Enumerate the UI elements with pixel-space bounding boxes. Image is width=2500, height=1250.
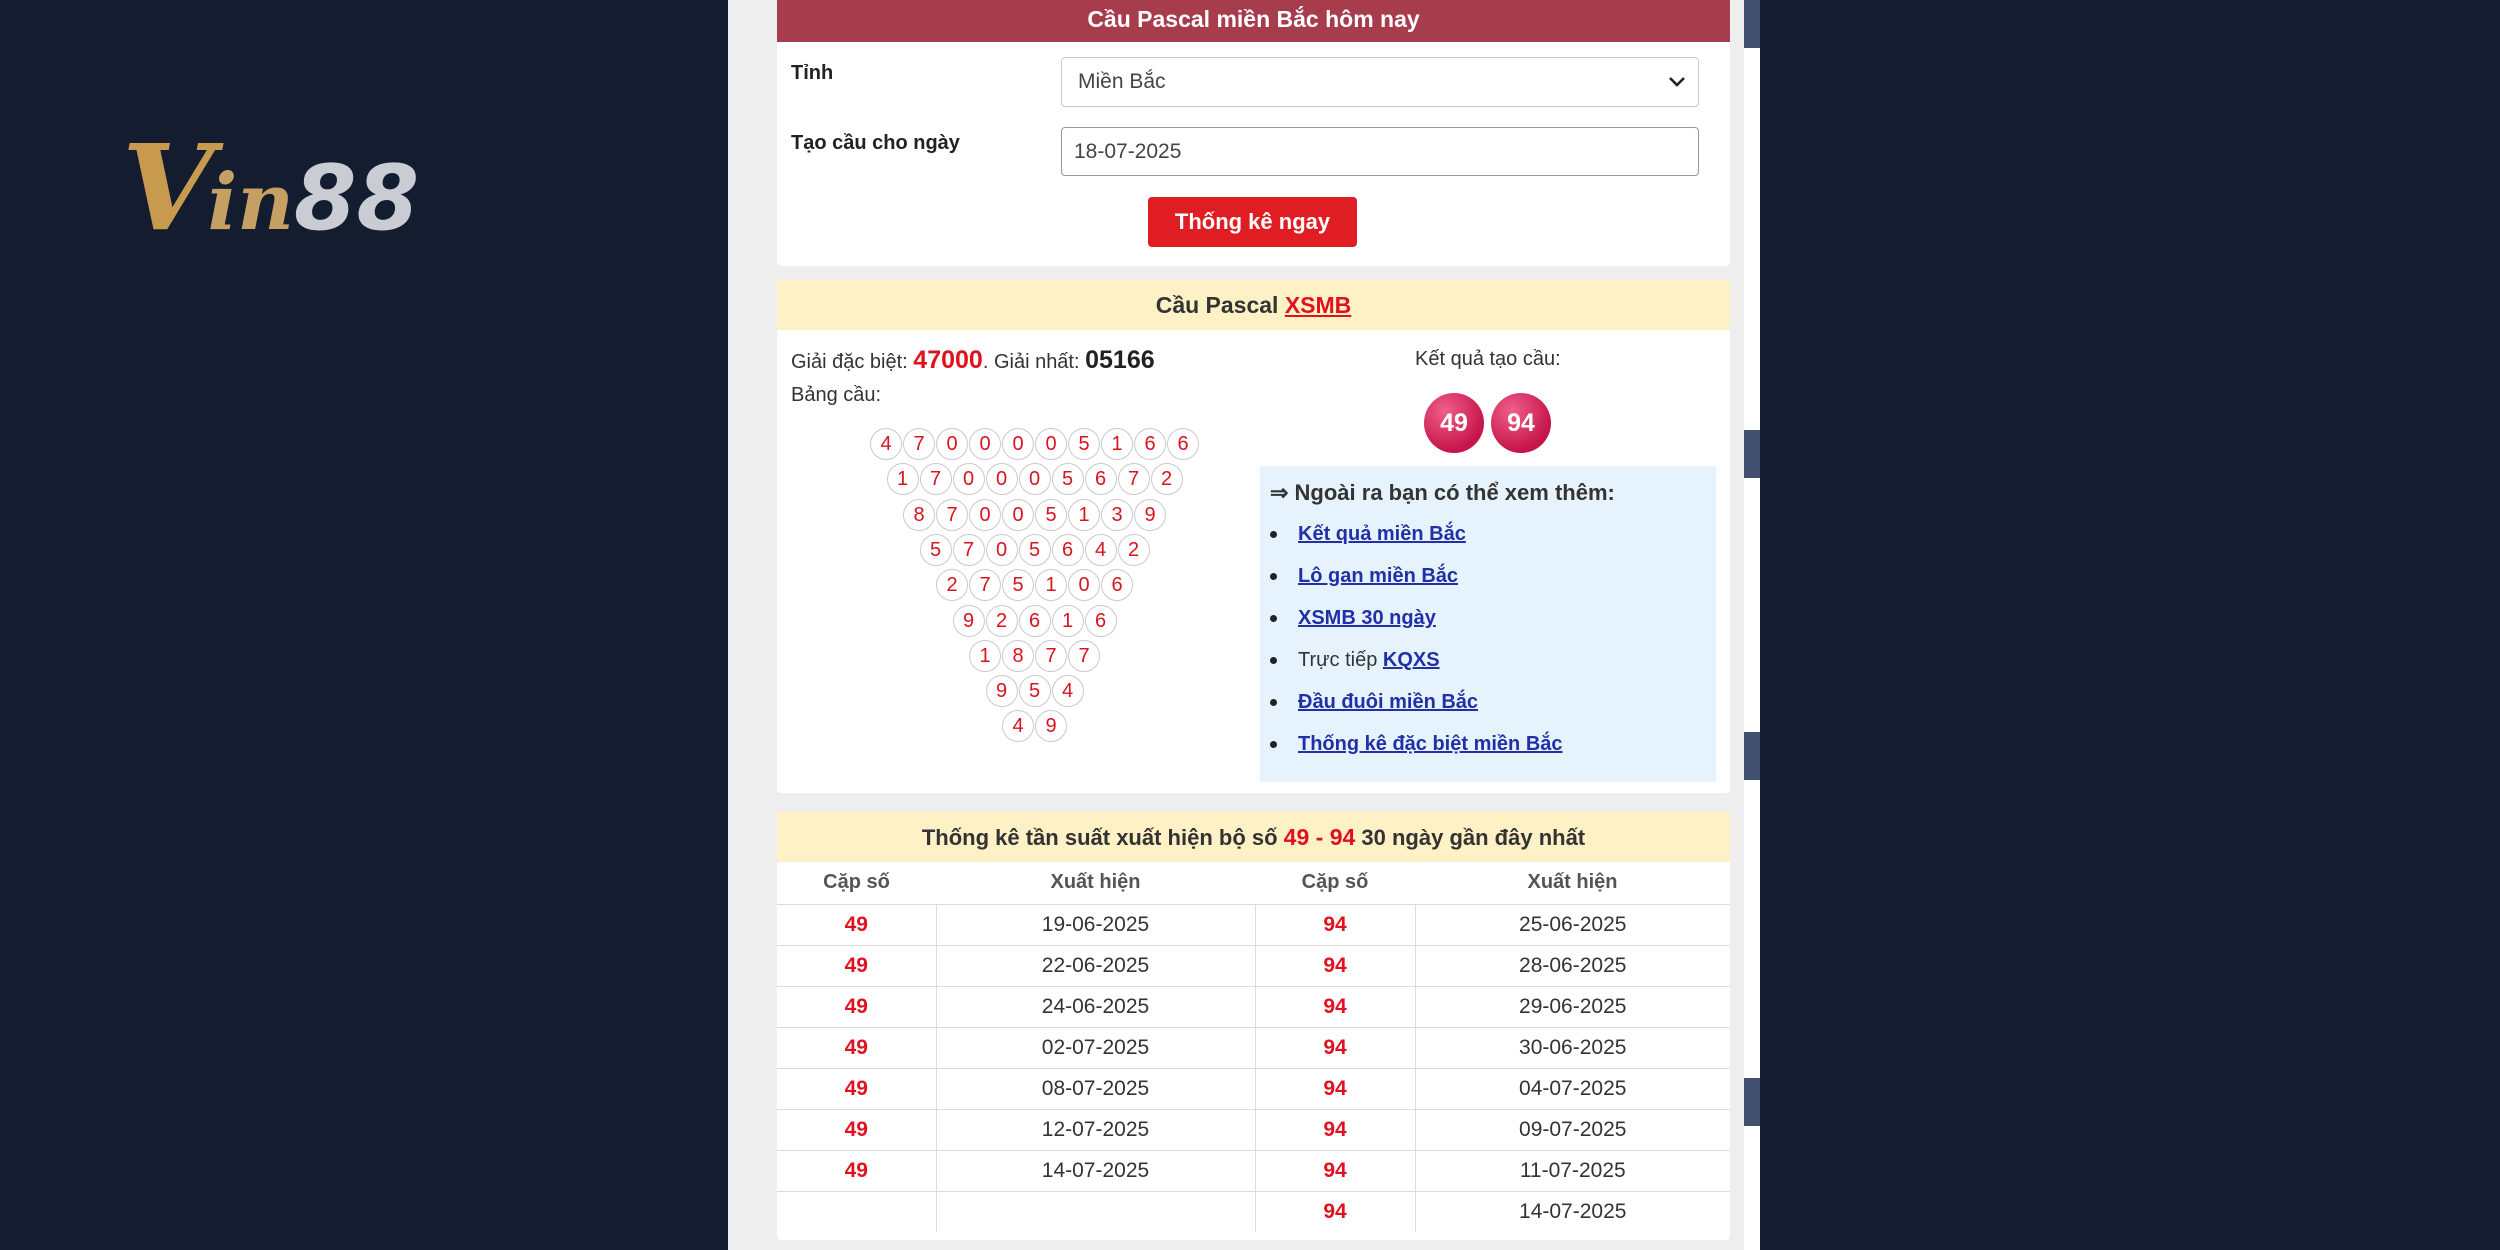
link-dau-duoi-mien-bac[interactable]: Đầu đuôi miền Bắc xyxy=(1298,691,1479,713)
list-item xyxy=(1270,606,1563,648)
pair-cell: 94 xyxy=(1255,904,1415,945)
province-label: Tỉnh xyxy=(791,62,834,84)
list-item xyxy=(1270,522,1563,564)
list-item xyxy=(1270,732,1563,774)
frequency-title-prefix: Thống kê tần suất xuất hiện bộ số xyxy=(921,825,1278,850)
pascal-digit: 6 xyxy=(1167,428,1199,460)
pascal-table-label: Bảng cầu: xyxy=(791,384,882,406)
date-cell: 12-07-2025 xyxy=(936,1109,1255,1150)
frequency-title-pair: 49 - 94 xyxy=(1283,824,1356,850)
pascal-digit: 1 xyxy=(1035,569,1067,601)
first-prize-value: 05166 xyxy=(1085,346,1155,374)
pascal-digit: 5 xyxy=(1068,428,1100,460)
date-cell: 19-06-2025 xyxy=(936,904,1255,945)
pascal-digit: 1 xyxy=(969,640,1001,672)
pascal-digit: 9 xyxy=(1134,499,1166,531)
date-cell: 30-06-2025 xyxy=(1415,1027,1730,1068)
link-xsmb-30-ngay[interactable]: XSMB 30 ngày xyxy=(1298,607,1436,629)
pascal-digit: 5 xyxy=(1002,569,1034,601)
pascal-digit: 7 xyxy=(1035,640,1067,672)
content-column xyxy=(728,0,1748,1250)
pascal-digit: 7 xyxy=(1118,463,1150,495)
date-cell: 24-06-2025 xyxy=(936,986,1255,1027)
pair-cell: 49 xyxy=(777,904,936,945)
pascal-row xyxy=(936,569,1133,601)
pascal-digit: 5 xyxy=(1052,463,1084,495)
pascal-row xyxy=(903,499,1166,531)
date-input[interactable]: 18-07-2025 xyxy=(1061,127,1699,176)
date-label: Tạo cầu cho ngày xyxy=(791,132,960,154)
pascal-digit: 2 xyxy=(1151,463,1183,495)
pascal-digit: 6 xyxy=(1085,605,1117,637)
date-cell: 11-07-2025 xyxy=(1415,1150,1730,1191)
pascal-row xyxy=(887,463,1183,495)
truc-tiep-text: Trực tiếp xyxy=(1298,649,1383,671)
pascal-digit: 5 xyxy=(1019,675,1051,707)
pair-cell: 49 xyxy=(777,986,936,1027)
pascal-digit: 1 xyxy=(1068,499,1100,531)
pascal-row xyxy=(920,534,1150,566)
link-thong-ke-dac-biet[interactable]: Thống kê đặc biệt miền Bắc xyxy=(1298,733,1563,755)
pair-cell: 49 xyxy=(777,1150,936,1191)
sidebar-edge xyxy=(1744,0,1760,1250)
pair-cell: 49 xyxy=(777,1109,936,1150)
special-prize-label: Giải đặc biệt: xyxy=(791,351,908,373)
pascal-digit: 4 xyxy=(870,428,902,460)
pascal-digit: 1 xyxy=(1052,605,1084,637)
date-cell: 08-07-2025 xyxy=(936,1068,1255,1109)
pascal-digit: 0 xyxy=(1002,428,1034,460)
pascal-digit: 1 xyxy=(1101,428,1133,460)
submit-button[interactable]: Thống kê ngay xyxy=(1148,197,1357,247)
date-cell xyxy=(936,1191,1255,1232)
pascal-digit: 6 xyxy=(1019,605,1051,637)
sidebar-block xyxy=(1744,732,1760,780)
pascal-digit: 0 xyxy=(953,463,985,495)
pair-cell: 94 xyxy=(1255,1109,1415,1150)
pascal-digit: 2 xyxy=(936,569,968,601)
pascal-digit: 7 xyxy=(969,569,1001,601)
column-header: Cặp số xyxy=(1301,871,1369,894)
logo-letter-v: V xyxy=(122,118,208,257)
table-row xyxy=(777,1068,1730,1109)
pascal-digit: 6 xyxy=(1052,534,1084,566)
prize-line xyxy=(791,346,1155,375)
sidebar-block xyxy=(1744,0,1760,48)
pascal-digit: 7 xyxy=(903,428,935,460)
table-row xyxy=(777,945,1730,986)
pair-cell xyxy=(777,1191,936,1232)
pair-cell: 94 xyxy=(1255,1068,1415,1109)
pascal-result-card xyxy=(777,280,1730,793)
link-lo-gan-mien-bac[interactable]: Lô gan miền Bắc xyxy=(1298,565,1459,587)
pair-cell: 49 xyxy=(777,1068,936,1109)
form-title: Cầu Pascal miền Bắc hôm nay xyxy=(777,0,1730,42)
pascal-digit: 4 xyxy=(1052,675,1084,707)
pair-cell: 94 xyxy=(1255,1191,1415,1232)
pair-cell: 94 xyxy=(1255,1027,1415,1068)
pascal-row xyxy=(1002,710,1067,742)
table-header-row xyxy=(777,862,1730,904)
logo-letters-in: in xyxy=(207,157,294,248)
pascal-digit: 7 xyxy=(953,534,985,566)
pair-cell: 94 xyxy=(1255,945,1415,986)
column-header: Xuất hiện xyxy=(1050,871,1141,894)
pascal-digit: 6 xyxy=(1085,463,1117,495)
date-cell: 25-06-2025 xyxy=(1415,904,1730,945)
xsmb-link[interactable]: XSMB xyxy=(1284,292,1352,318)
pascal-digit: 7 xyxy=(936,499,968,531)
link-ket-qua-mien-bac[interactable]: Kết quả miền Bắc xyxy=(1298,523,1466,545)
pascal-digit: 5 xyxy=(920,534,952,566)
table-row xyxy=(777,986,1730,1027)
pascal-digit: 9 xyxy=(986,675,1018,707)
see-more-box xyxy=(1260,466,1716,782)
table-row xyxy=(777,1027,1730,1068)
pascal-digit: 9 xyxy=(1035,710,1067,742)
pascal-digit: 0 xyxy=(1035,428,1067,460)
pascal-digit: 0 xyxy=(1002,499,1034,531)
pair-cell: 94 xyxy=(1255,1150,1415,1191)
first-prize-label: . Giải nhất: xyxy=(982,351,1080,373)
pascal-digit: 0 xyxy=(969,499,1001,531)
link-kqxs[interactable]: KQXS xyxy=(1382,649,1440,671)
pascal-digit: 0 xyxy=(1019,463,1051,495)
date-cell: 29-06-2025 xyxy=(1415,986,1730,1027)
pascal-digit: 7 xyxy=(920,463,952,495)
vin88-logo[interactable] xyxy=(122,118,482,257)
pascal-digit: 7 xyxy=(1068,640,1100,672)
pascal-form-card xyxy=(777,0,1730,266)
pascal-digit: 8 xyxy=(1002,640,1034,672)
pascal-digit: 0 xyxy=(986,463,1018,495)
list-item xyxy=(1270,564,1563,606)
logo-number-88: 88 xyxy=(293,146,420,251)
date-cell: 04-07-2025 xyxy=(1415,1068,1730,1109)
column-header: Xuất hiện xyxy=(1527,871,1618,894)
pascal-digit: 8 xyxy=(903,499,935,531)
date-cell: 14-07-2025 xyxy=(936,1150,1255,1191)
date-cell: 28-06-2025 xyxy=(1415,945,1730,986)
pascal-title xyxy=(777,280,1730,330)
frequency-title-suffix: 30 ngày gần đây nhất xyxy=(1361,825,1586,850)
date-cell: 14-07-2025 xyxy=(1415,1191,1730,1232)
pascal-row xyxy=(953,605,1117,637)
pascal-digit: 4 xyxy=(1085,534,1117,566)
column-header: Cặp số xyxy=(823,871,890,894)
pascal-digit: 2 xyxy=(986,605,1018,637)
sidebar-block xyxy=(1744,430,1760,478)
result-ball: 94 xyxy=(1491,393,1551,453)
pascal-title-prefix: Cầu Pascal xyxy=(1155,292,1279,318)
pascal-digit: 1 xyxy=(887,463,919,495)
list-item xyxy=(1270,648,1563,690)
table-row xyxy=(777,1191,1730,1232)
pascal-digit: 2 xyxy=(1118,534,1150,566)
pascal-row xyxy=(870,428,1199,460)
pair-cell: 49 xyxy=(777,1027,936,1068)
date-cell: 22-06-2025 xyxy=(936,945,1255,986)
sidebar-block xyxy=(1744,1078,1760,1126)
pascal-digit: 6 xyxy=(1134,428,1166,460)
pascal-digit: 5 xyxy=(1019,534,1051,566)
pascal-digit: 0 xyxy=(1068,569,1100,601)
chevron-down-icon xyxy=(1668,58,1686,124)
pascal-digit: 0 xyxy=(969,428,1001,460)
table-row xyxy=(777,1109,1730,1150)
pair-cell: 49 xyxy=(777,945,936,986)
special-prize-value: 47000 xyxy=(913,346,983,374)
frequency-title xyxy=(777,812,1730,862)
pair-cell: 94 xyxy=(1255,986,1415,1027)
pascal-digit: 3 xyxy=(1101,499,1133,531)
result-label: Kết quả tạo cầu: xyxy=(1415,348,1561,370)
pascal-digit: 0 xyxy=(936,428,968,460)
result-ball: 49 xyxy=(1424,393,1484,453)
list-item xyxy=(1270,690,1563,732)
pascal-digit: 0 xyxy=(986,534,1018,566)
pascal-digit: 5 xyxy=(1035,499,1067,531)
date-cell: 02-07-2025 xyxy=(936,1027,1255,1068)
pascal-row xyxy=(986,675,1084,707)
table-row xyxy=(777,904,1730,945)
see-more-title: ⇒ Ngoài ra bạn có thể xem thêm: xyxy=(1270,480,1615,505)
frequency-card xyxy=(777,812,1730,1240)
pascal-digit: 6 xyxy=(1101,569,1133,601)
see-more-list xyxy=(1270,522,1563,774)
pascal-digit: 4 xyxy=(1002,710,1034,742)
province-select[interactable] xyxy=(1061,57,1699,107)
pascal-row xyxy=(969,640,1100,672)
date-cell: 09-07-2025 xyxy=(1415,1109,1730,1150)
pascal-digit: 9 xyxy=(953,605,985,637)
province-selected-value: Miền Bắc xyxy=(1078,70,1166,93)
table-row xyxy=(777,1150,1730,1191)
frequency-table xyxy=(777,862,1730,1232)
